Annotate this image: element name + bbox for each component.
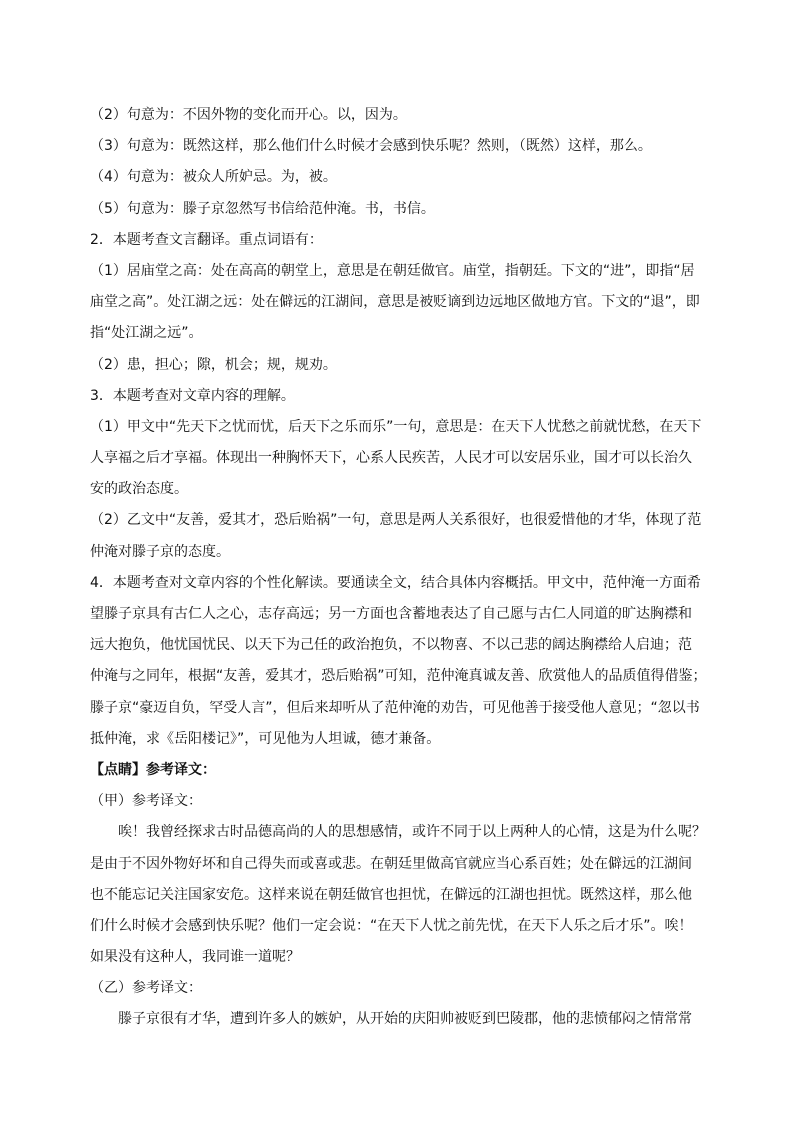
document-body <box>90 100 715 1036</box>
text-line: 也不能忘记关注国家安危。这样来说在朝廷做官也担忧，在僻远的江湖也担忧。既然这样，那么他 <box>90 886 692 903</box>
text-line: （2）患，担心；隙，机会；规，规劝。 <box>90 356 337 373</box>
text-line: 3．本题考查对文章内容的理解。 <box>90 387 295 404</box>
text-line: 庙堂之高”。处江湖之远：处在僻远的江湖间，意思是被贬谪到边远地区做地方官。下文的“退”，即 <box>90 294 700 311</box>
text-line: 4．本题考查对文章内容的个性化解读。要通读全文，结合具体内容概括。甲文中，范仲淹一方面希 <box>90 574 701 591</box>
text-line: 望滕子京具有古仁人之心，志存高远；另一方面也含蓄地表达了自己愿与古仁人同道的旷达胸襟和 <box>90 606 692 622</box>
text-line: 是由于不因外物好坏和自己得失而或喜或悲。在朝廷里做高官就应当心系百姓；处在僻远的江湖间 <box>90 855 692 872</box>
text-line: 远大抱负，他忧国忧民、以天下为己任的政治抱负，不以物喜、不以己悲的阔达胸襟给人启迪；范 <box>90 637 692 654</box>
text-line: 滕子京很有才华，遭到许多人的嫉妒，从开始的庆阳帅被贬到巴陵郡，他的悲愤郁闷之情常常 <box>118 1011 692 1028</box>
text-line: 指“处江湖之远”。 <box>90 325 203 342</box>
text-line: （2）乙文中“友善，爱其才，恐后贻祸”一句，意思是两人关系很好，也很爱惜他的才华，体现了范 <box>90 512 702 529</box>
text-line: （乙）参考译文： <box>90 980 202 997</box>
text-line: 仲淹与之同年，根据“友善，爱其才，恐后贻祸”可知，范仲淹真诚友善、欣赏他人的品质值得借鉴； <box>90 668 707 685</box>
text-line: 滕子京“豪迈自负，罕受人言”，但后来却听从了范仲淹的劝告，可见他善于接受他人意见；“忽以书 <box>90 699 700 716</box>
text-line: 人享福之后才享福。体现出一种胸怀天下，心系人民疾苦，人民才可以安居乐业，国才可以长治久 <box>90 450 692 467</box>
text-line: （2）句意为：不因外物的变化而开心。以，因为。 <box>90 107 407 123</box>
text-line: （1）居庙堂之高：处在高高的朝堂上，意思是在朝廷做官。庙堂，指朝廷。下文的“进”，即指“居 <box>90 262 695 279</box>
text-line: （1）甲文中“先天下之忧而忧，后天下之乐而乐”一句，意思是：在天下人忧愁之前就忧愁，在天下 <box>90 418 702 435</box>
text-line: 安的政治态度。 <box>90 481 188 498</box>
text-line: （5）句意为：滕子京忽然写书信给范仲淹。书，书信。 <box>90 200 435 217</box>
text-line: （3）句意为：既然这样，那么他们什么时候才会感到快乐呢？然则，（既然）这样，那么。 <box>90 138 652 155</box>
text-line: 仲淹对滕子京的态度。 <box>90 543 230 560</box>
text-line: （4）句意为：被众人所妒忌。为，被。 <box>90 169 337 186</box>
text-line: 如果没有这种人，我同谁一道呢？ <box>90 949 300 966</box>
text-line: 2．本题考查文言翻译。重点词语有： <box>90 231 323 248</box>
text-line: 唉！我曾经探求古时品德高尚的人的思想感情，或许不同于以上两种人的心情，这是为什么呢？ <box>118 824 706 841</box>
text-line: 抵仲淹，求《岳阳楼记》”，可见他为人坦诚，德才兼备。 <box>90 730 441 747</box>
text-line: （甲）参考译文： <box>90 793 202 810</box>
text-line: 们什么时候才会感到快乐呢？他们一定会说：“在天下人忧之前先忧，在天下人乐之后才乐”。唉！ <box>90 917 693 934</box>
text-line: 【点睛】参考译文： <box>90 761 216 778</box>
